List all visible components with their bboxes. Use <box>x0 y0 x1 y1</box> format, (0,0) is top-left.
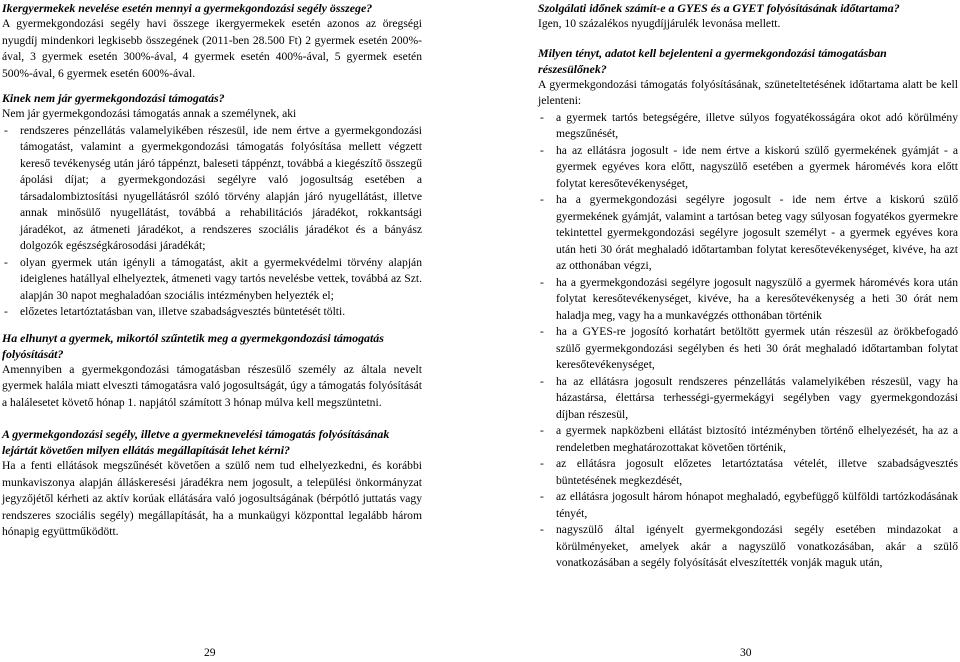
heading-after-expiry: A gyermekgondozási segély, illetve a gyermeknevelési támogatás folyósításának lejártát követően milyen ellátás megállapítását lehet kérni? <box>2 427 390 457</box>
page-number-left: 29 <box>204 646 216 659</box>
list-item: - ha a GYES-re jogosító korhatárt betöltött gyermek után részesül az örökbefogadó szülő gyermekgondozási segélyben és heti 30 órát meghaladó időtartamban folytat keresőtevékenységet, <box>538 324 958 374</box>
list-item: - az ellátásra jogosult három hónapot meghaladó, egybefüggő külföldi tartózkodásának tényét, <box>538 489 958 522</box>
left-page-column <box>2 0 422 541</box>
list-item: - nagyszülő által igényelt gyermekgondozási segély esetében mindazokat a körülményeket, amelyek akár a nagyszülő vonatkozásában, akár a szülő vonatkozásában a segély folyósítását elveszítették vonják maguk után, <box>538 522 958 572</box>
heading-twins-amount: Ikergyermekek nevelése esetén mennyi a gyermekgondozási segély összege? <box>2 1 373 15</box>
paragraph-service-time: Igen, 10 százalékos nyugdíjjárulék levonása mellett. <box>538 17 781 30</box>
list-item: - az ellátásra jogosult előzetes letartóztatása vételét, illetve szabadságvesztés büntetésének megkezdését, <box>538 456 958 489</box>
heading-child-deceased: Ha elhunyt a gyermek, mikortól szűntetik meg a gyermekgondozási támogatás folyósítását? <box>2 330 384 361</box>
list-item: - a gyermek napközbeni ellátást biztosító intézményben történő elhelyezését, ha az a rendeletben meghatározottakat követően történik, <box>538 423 958 456</box>
list-item: - rendszeres pénzellátás valamelyikében részesül, ide nem értve a gyermekgondozási támogatást, valamint a gyermekgondozási támogatás folyósítása mellett végzett kereső tevékenység után járó táppénzt, baleseti táppénzt, továbbá a kiegészítő összegű ápolási díjat; a gyermekgondozási segélyre való jogosultság esetében a társadalombiztosítási nyugellátásról szóló törvény alapján járó nyugellátást, illetve annak minősülő nyugellátást, továbbá a rehabilitációs járadékot, rokkantsági járadékot, az átmeneti járadékot, a rendszeres szociális járadékot és a bányász dolgozók egészségkárosodási járadékát; <box>2 123 422 255</box>
list-item: - ha az ellátásra jogosult - ide nem értve a kiskorú szülő gyermekének gyámját - a gyermek egyéves kora előtt, nagyszülő esetében a gyermek háromévés kora előtt folytat keresőtevékenységet, <box>538 143 958 193</box>
paragraph-not-eligible-intro: Nem jár gyermekgondozási támogatás annak a személynek, aki <box>2 107 297 120</box>
page-number-right: 30 <box>740 646 752 659</box>
paragraph-child-deceased: Amennyiben a gyermekgondozási támogatásban részesülő személy az általa nevelt gyermek halála miatt elveszti támogatásra való jogosultságát, úgy a támogatás folyósítását a halálesetet követő hónap 1. napjától számított 3 hónap múlva kell megszüntetni. <box>2 362 422 409</box>
list-item: - előzetes letartóztatásban van, illetve szabadságvesztés büntetését tölti. <box>2 304 422 321</box>
paragraph-after-expiry: Ha a fenti ellátások megszűnését követően a szülő nem tud elhelyezkedni, és korábbi munkaviszonya alapján álláskeresési járadékra nem jogosult, a települési önkormányzat jegyzőjétől kérheti az aktív korúak ellátására való jogosultságának (bérpótló juttatás vagy rendszeres szociális segély) megállapítását, ha a munkaügyi központtal legalább három hónapig együttműködött. <box>2 459 422 538</box>
right-page-column <box>538 0 958 572</box>
list-item: - a gyermek tartós betegségére, illetve súlyos fogyatékosságára okot adó körülmény megszűnését, <box>538 110 958 143</box>
list-item: - ha a gyermekgondozási segélyre jogosult - ide nem értve a kiskorú szülő gyermekének gyámját, valamint a tartósan beteg vagy súlyosan fogyatékos gyermekre tekintettel gyermekgondozási segélyre jogosult személyt - a gyermek egyéves kora után heti 30 órát meghaladó időtartamban folytat keresőtevékenységet, kivéve, ha azt az otthonában végzi, <box>538 192 958 275</box>
list-item: - ha a gyermekgondozási segélyre jogosult nagyszülő a gyermek háromévés kora után folytat keresőtevékenységet, kivéve, ha a keresőtevékenység a heti 30 órát nem haladja meg, vagy ha a munkavégzés otthonában történik <box>538 275 958 325</box>
list-must-report <box>538 110 958 572</box>
list-not-eligible <box>2 123 422 321</box>
heading-not-eligible: Kinek nem jár gyermekgondozási támogatás? <box>2 91 225 105</box>
paragraph-twins-amount: A gyermekgondozási segély havi összege ikergyermekek esetén azonos az öregségi nyugdíj mindenkori legkisebb összegének (2011-ben 28.500 Ft) 2 gyermek esetén 200%-ával, 3 gyermek esetén 300%-ával, 4 gyermek esetén 400%-ával, 5 gyermek esetén 500%-ával, 6 gyermek esetén 600%-ával. <box>2 17 422 80</box>
heading-must-report: Milyen tényt, adatot kell bejelenteni a gyermekgondozási támogatásban részesülőnek? <box>538 45 887 76</box>
paragraph-must-report-intro: A gyermekgondozási támogatás folyósításának, szüneteltetésének időtartama alatt be kell jelenteni: <box>538 77 958 107</box>
list-item: - ha az ellátásra jogosult rendszeres pénzellátás valamelyikében részesül, vagy ha házastársa, élettársa terhességi-gyermekágyi segélyben vagy gyermekgondozási díjban részesül, <box>538 374 958 424</box>
list-item: - olyan gyermek után igényli a támogatást, akit a gyermekvédelmi törvény alapján ideiglenes hatállyal elhelyeztek, átmeneti vagy tartós nevelésbe vettek, továbbá az Szt. alapján 30 napot meghaladóan szociális intézményben helyezték el; <box>2 255 422 305</box>
heading-service-time: Szolgálati időnek számít-e a GYES és a GYET folyósításának időtartama? <box>538 1 900 15</box>
